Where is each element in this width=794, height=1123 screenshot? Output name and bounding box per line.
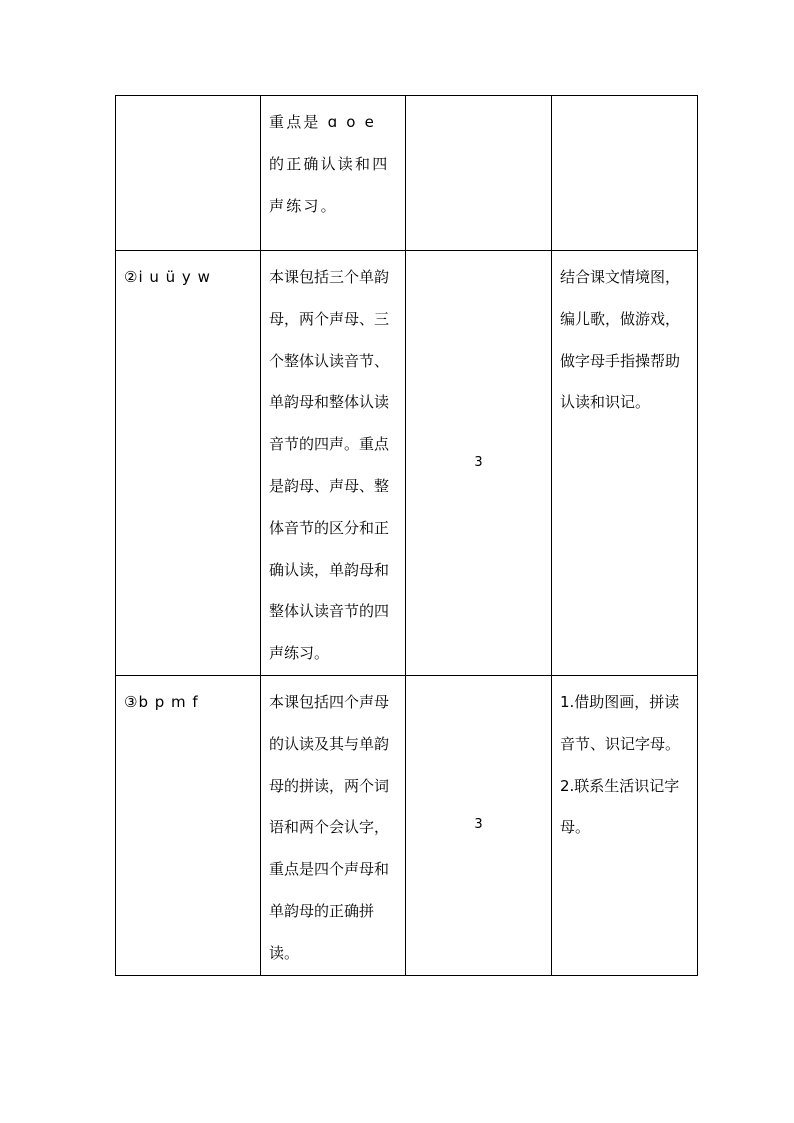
lesson-cell: [116, 96, 261, 251]
lesson-hours: 3: [474, 455, 483, 471]
hours-cell: [406, 96, 552, 251]
content-cell: [261, 96, 406, 251]
method-cell: [552, 675, 698, 975]
lesson-plan-table: [115, 95, 698, 976]
table-row: [116, 251, 698, 676]
lesson-content: 重点是 ɑ o e 的正确认读和四声练习。: [269, 113, 390, 215]
hours-cell: [406, 251, 552, 676]
table-row: [116, 675, 698, 975]
content-cell: [261, 251, 406, 676]
lesson-hours: 3: [474, 817, 483, 833]
lesson-cell: [116, 251, 261, 676]
table-row: [116, 96, 698, 251]
lesson-method-line: 1.借助图画，拼读音节、识记字母。: [560, 692, 681, 753]
lesson-name: ②i u ü y w: [124, 268, 211, 286]
lesson-method-line: 2.联系生活识记字母。: [560, 776, 680, 837]
content-cell: [261, 675, 406, 975]
lesson-name: ③b p m f: [124, 692, 199, 711]
lesson-method: 结合课文情境图，编儿歌，做游戏，做字母手指操帮助认读和识记。: [560, 268, 681, 412]
lesson-content: 本课包括四个声母的认读及其与单韵母的拼读，两个词语和两个会认字，重点是四个声母和单韵母的正确拼读。: [269, 692, 390, 962]
method-cell: [552, 251, 698, 676]
lesson-content: 本课包括三个单韵母，两个声母、三个整体认读音节、单韵母和整体认读音节的四声。重点是韵母、声母、整体音节的区分和正确认读，单韵母和整体认读音节的四声练习。: [269, 268, 390, 663]
method-cell: [552, 96, 698, 251]
lesson-cell: [116, 675, 261, 975]
hours-cell: [406, 675, 552, 975]
